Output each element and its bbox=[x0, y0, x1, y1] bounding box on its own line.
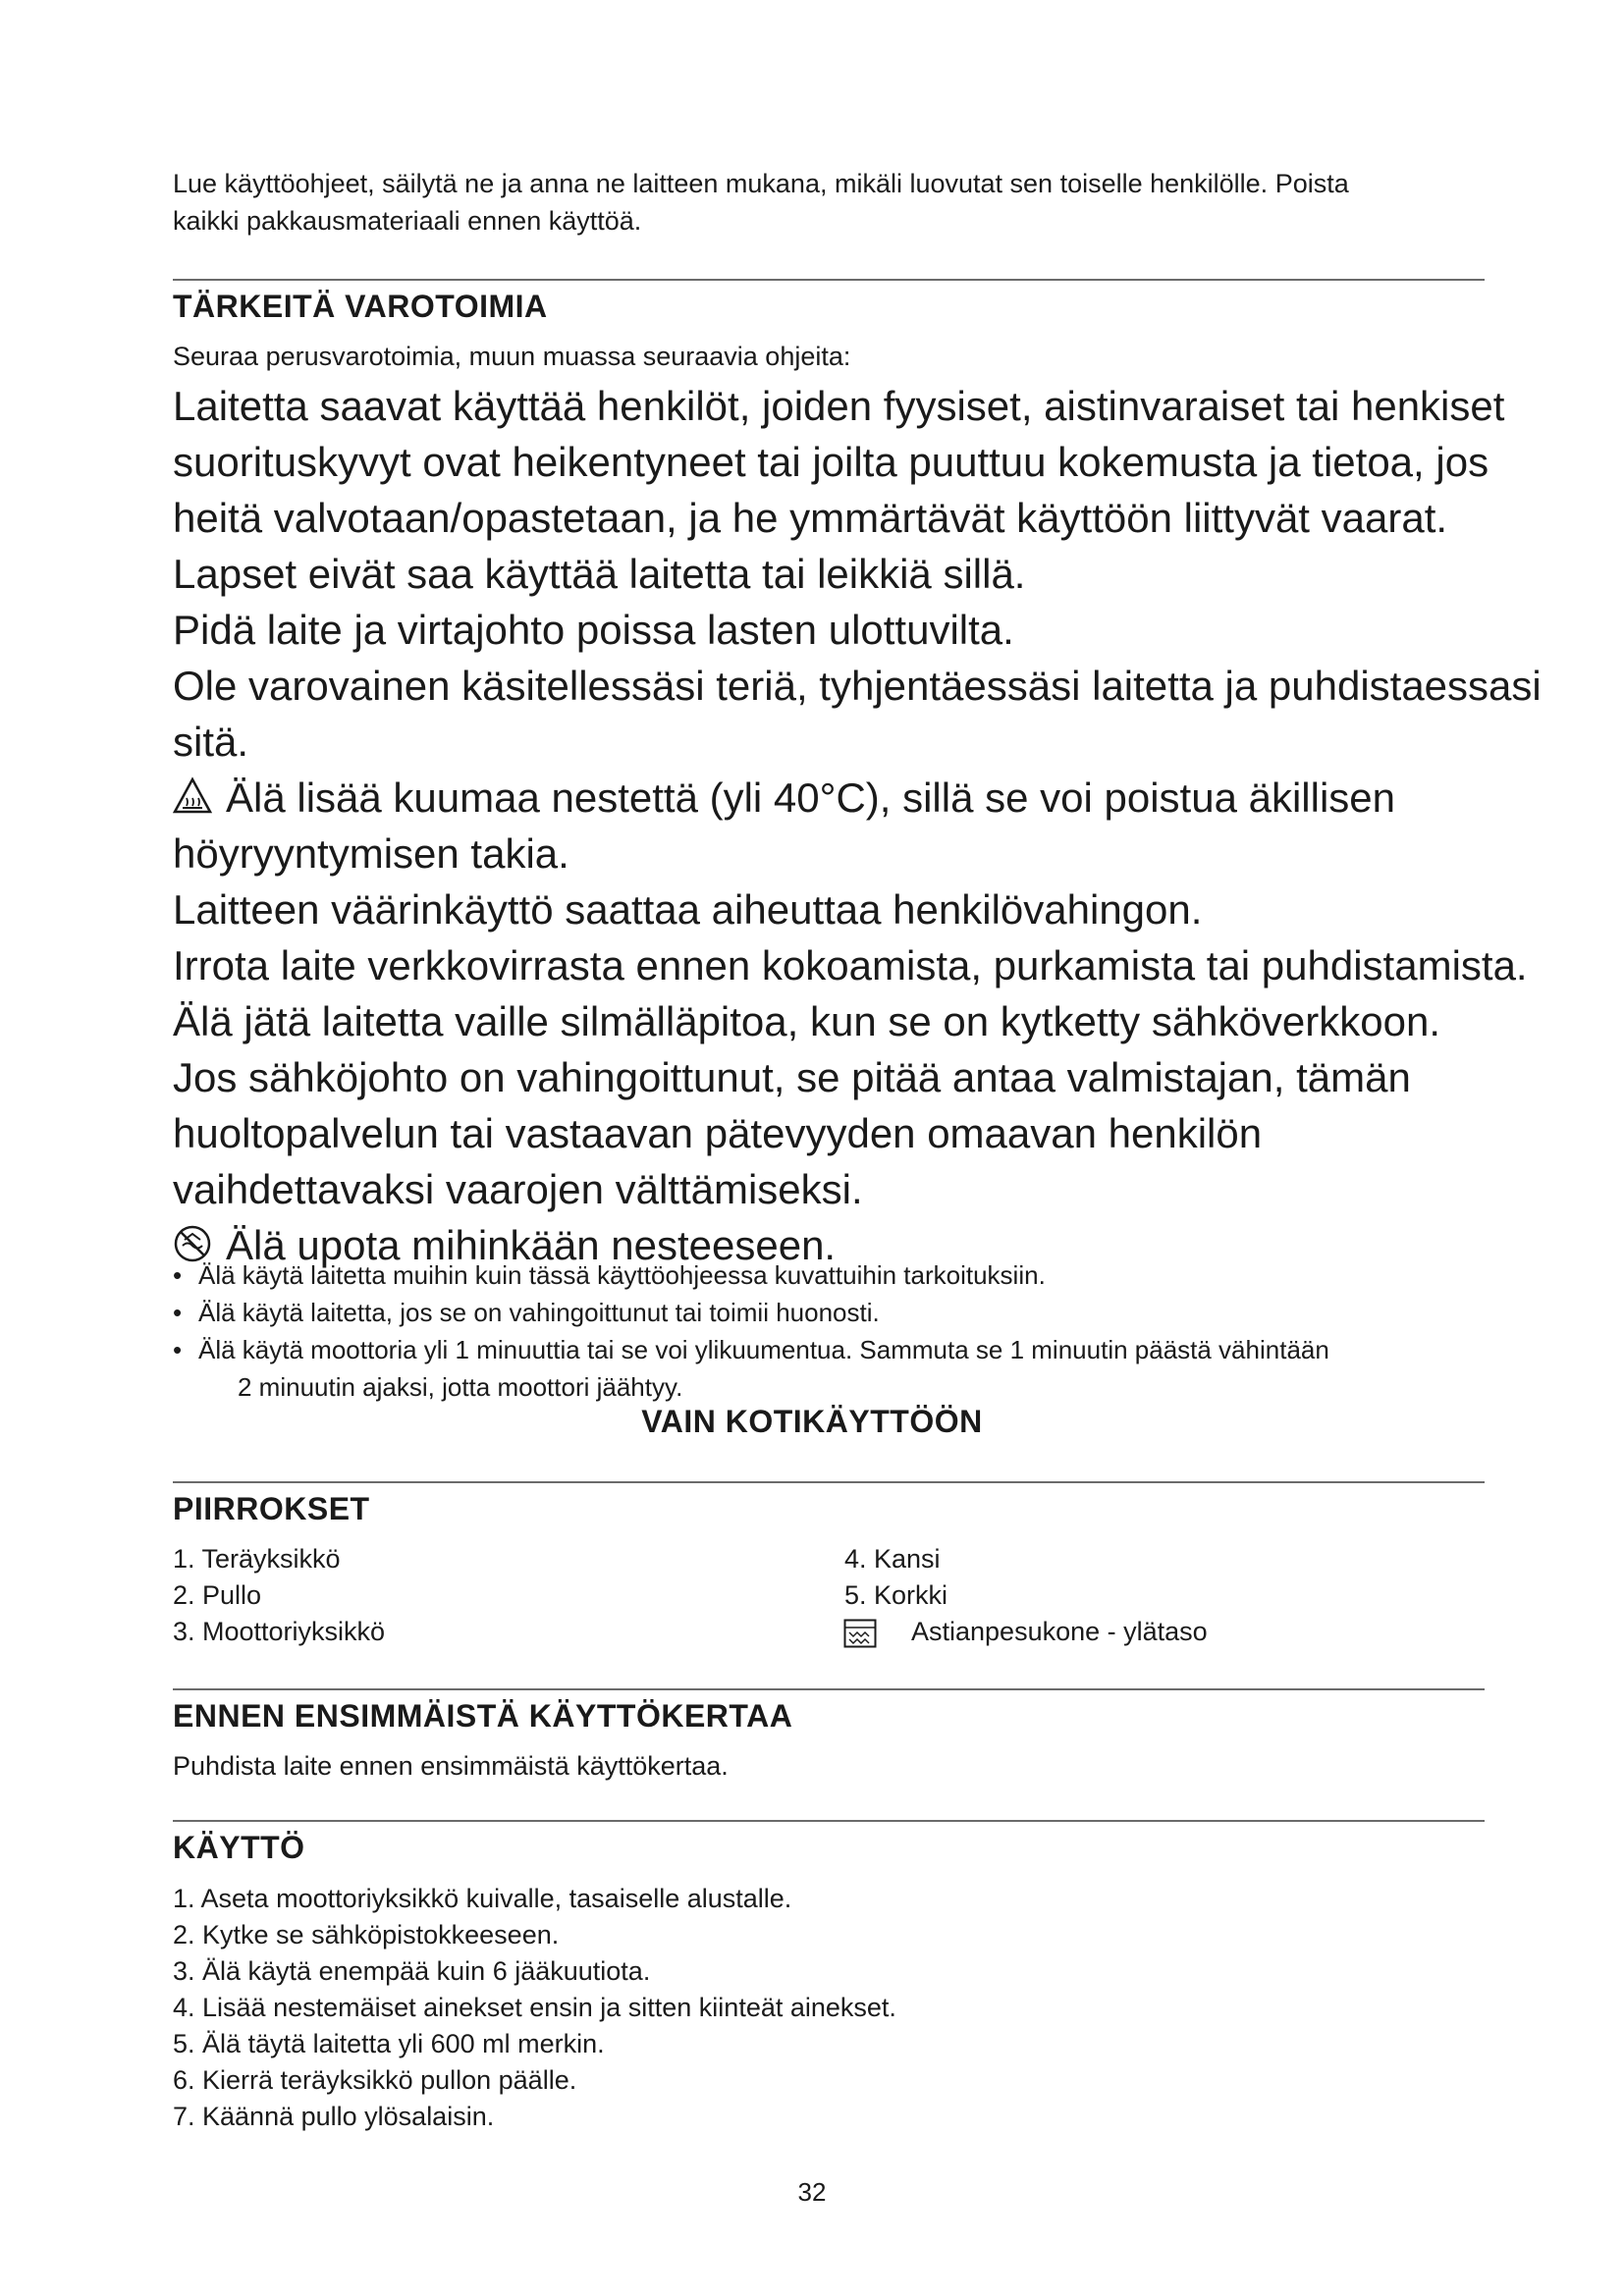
drawings-left-list bbox=[173, 1541, 385, 1650]
part-item: 1. Teräyksikkö bbox=[173, 1544, 341, 1574]
home-use-only: VAIN KOTIKÄYTTÖÖN bbox=[641, 1404, 983, 1439]
warning-line: Pidä laite ja virtajohto poissa lasten ulottuvilta. bbox=[173, 607, 1014, 653]
intro-line: Lue käyttöohjeet, säilytä ne ja anna ne laitteen mukana, mikäli luovutat sen toiselle henkilölle. Poista bbox=[173, 169, 1349, 198]
warning-line: Lapset eivät saa käyttää laitetta tai leikkiä sillä. bbox=[173, 551, 1026, 597]
hot-liquid-warning bbox=[173, 770, 1542, 826]
part-item: 3. Moottoriyksikkö bbox=[173, 1617, 386, 1646]
warning-line: suorituskyvyt ovat heikentyneet tai joilta puuttuu kokemusta ja tietoa, jos bbox=[173, 439, 1489, 485]
usage-step: 7. Käännä pullo ylösalaisin. bbox=[173, 2102, 495, 2131]
intro-paragraph bbox=[173, 165, 1349, 240]
warning-line: Jos sähköjohto on vahingoittunut, se pitää antaa valmistajan, tämän bbox=[173, 1054, 1411, 1100]
drawings-right-list bbox=[844, 1541, 947, 1614]
usage-step: 6. Kierrä teräyksikkö pullon päälle. bbox=[173, 2065, 577, 2095]
bullet-item: • Älä käytä moottoria yli 1 minuuttia tai se voi ylikuumentua. Sammuta se 1 minuutin päästä vähintään bbox=[173, 1335, 1329, 1364]
warning-line: sitä. bbox=[173, 719, 249, 765]
part-item: 2. Pullo bbox=[173, 1580, 262, 1610]
drawings-heading: PIIRROKSET bbox=[173, 1491, 370, 1526]
warning-line: Irrota laite verkkovirrasta ennen kokoamista, purkamista tai puhdistamista. bbox=[173, 942, 1528, 988]
bullet-item: • Älä käytä laitetta, jos se on vahingoittunut tai toimii huonosti. bbox=[173, 1298, 880, 1327]
warning-line: huoltopalvelun tai vastaavan pätevyyden omaavan henkilön bbox=[173, 1110, 1263, 1156]
warning-line: Laitetta saavat käyttää henkilöt, joiden fyysiset, aistinvaraiset tai henkiset bbox=[173, 383, 1505, 429]
section-divider bbox=[173, 1820, 1485, 1822]
part-item: 5. Korkki bbox=[844, 1580, 948, 1610]
warning-line: vaihdettavaksi vaarojen välttämiseksi. bbox=[173, 1166, 863, 1212]
page-number: 32 bbox=[797, 2177, 827, 2207]
before-first-use-heading: ENNEN ENSIMMÄISTÄ KÄYTTÖKERTAA bbox=[173, 1698, 793, 1734]
safety-intro: Seuraa perusvarotoimia, muun muassa seuraavia ohjeita: bbox=[173, 342, 851, 371]
section-divider bbox=[173, 1688, 1485, 1690]
warning-line: Älä jätä laitetta vaille silmälläpitoa, kun se on kytketty sähköverkkoon. bbox=[173, 998, 1440, 1044]
hot-liquid-line-1: Älä lisää kuumaa nestettä (yli 40°C), sillä se voi poistua äkillisen bbox=[226, 774, 1396, 821]
before-first-use-text: Puhdista laite ennen ensimmäistä käyttökertaa. bbox=[173, 1751, 729, 1781]
warning-line: Laitteen väärinkäyttö saattaa aiheuttaa henkilövahingon. bbox=[173, 886, 1203, 933]
usage-step: 5. Älä täytä laitetta yli 600 ml merkin. bbox=[173, 2029, 605, 2058]
warning-line: heitä valvotaan/opastetaan, ja he ymmärtävät käyttöön liittyvät vaarat. bbox=[173, 495, 1448, 541]
usage-steps bbox=[173, 1881, 896, 2135]
bullet-continuation: 2 minuutin ajaksi, jotta moottori jäähtyy. bbox=[238, 1372, 683, 1402]
hot-liquid-line-2: höyryyntymisen takia. bbox=[173, 830, 569, 877]
hot-surface-warning-icon bbox=[173, 774, 212, 813]
section-divider bbox=[173, 1481, 1485, 1483]
usage-step: 2. Kytke se sähköpistokkeeseen. bbox=[173, 1920, 560, 1949]
section-divider bbox=[173, 279, 1485, 281]
usage-step: 4. Lisää nestemäiset ainekset ensin ja sitten kiinteät ainekset. bbox=[173, 1993, 896, 2022]
do-not-immerse-icon bbox=[173, 1221, 212, 1260]
usage-step: 3. Älä käytä enempää kuin 6 jääkuutiota. bbox=[173, 1956, 651, 1986]
bullet-item: • Älä käytä laitetta muihin kuin tässä käyttöohjeessa kuvattuihin tarkoituksiin. bbox=[173, 1260, 1046, 1290]
intro-line: kaikki pakkausmateriaali ennen käyttöä. bbox=[173, 206, 642, 236]
warning-line: Ole varovainen käsitellessäsi teriä, tyhjentäessäsi laitetta ja puhdistaessasi bbox=[173, 663, 1542, 709]
usage-heading: KÄYTTÖ bbox=[173, 1830, 305, 1865]
dishwasher-icon bbox=[843, 1619, 877, 1648]
immerse-text: Älä upota mihinkään nesteeseen. bbox=[226, 1222, 837, 1268]
part-item: 4. Kansi bbox=[844, 1544, 941, 1574]
bullet-list bbox=[173, 1256, 1329, 1406]
safety-heading: TÄRKEITÄ VAROTOIMIA bbox=[173, 289, 548, 324]
usage-step: 1. Aseta moottoriyksikkö kuivalle, tasaiselle alustalle. bbox=[173, 1884, 792, 1913]
safety-warnings-block-1 bbox=[173, 378, 1542, 1273]
dishwasher-note: Astianpesukone - ylätaso bbox=[911, 1617, 1208, 1646]
